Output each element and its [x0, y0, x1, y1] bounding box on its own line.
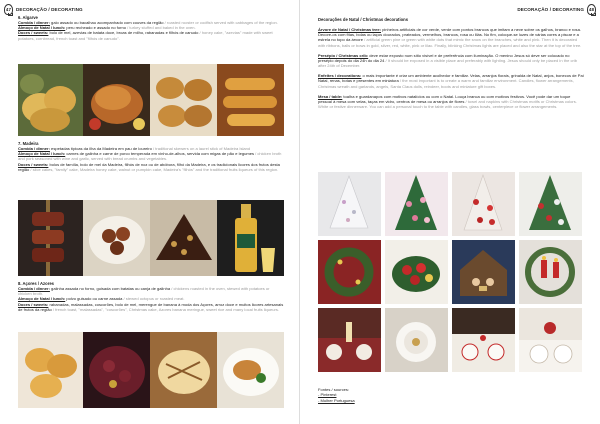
- source-mulher-portuguesa-link[interactable]: - Mulher Portuguesa: [318, 397, 355, 403]
- sources: [318, 387, 355, 403]
- left-page-header: [4, 3, 83, 15]
- lightbulb-icon: [587, 4, 596, 15]
- decor-photo-set-table: [452, 308, 515, 372]
- madeira-section: [18, 141, 284, 172]
- algarve-dinner: Comida / dinner: galo assado ou bacalhau acompanhado com couves da região / roasted rooster or codfish served with cabbages of the region.: [18, 20, 278, 26]
- decor-photo-christmas-table: [519, 308, 582, 372]
- madeira-photos: [18, 200, 284, 276]
- algarve-lunch: Almoço de Natal / lunch: peru recheado e assado no forno / turkey stuffed and baked in the oven.: [18, 25, 196, 31]
- decorations-title: Decorações de Natal / Christmas decorations: [318, 17, 409, 22]
- madeira-photo-bolo-mel: [150, 200, 217, 276]
- acores-sweets: Doces / sweets: rabanadas, malassadas, coscorões, bolo de mel, merengue de banana à moda dos Açores, arroz doce e muitos licores artesanais de frutos da região / french toast, "malassadas", "coscorões", Christmas cake, Azores banana meringue, sweet rice and many local fruits liqueurs.: [18, 301, 284, 312]
- decor-photo-white-tree: [318, 172, 381, 236]
- decor-photo-red-tree: [452, 172, 515, 236]
- decor-photo-nativity: [452, 240, 515, 304]
- algarve-photo-broas: [150, 64, 217, 136]
- table-paragraph: Mesa / table: toalha e guardanapos com motivos natalícios ou com o Natal. Louça branca ou com motivos festivos. Você pode dar um toque pessoal à mesa com velas, taças em vidro, centros de mesa ou arranjos de flores / towel and napkins with Christmas motifs or Christmas colors. White or festive dinnerware. You can add a personal touch to the table with candles, glass bowls, centerpiece or flower arrangements.: [318, 93, 577, 110]
- acores-dinner: Comida / dinner: galinha assada no forno, guisada com batatas ou canja de galinha / chickens roasted in the oven, stewed with potatoes or chicken broth.: [18, 286, 270, 297]
- madeira-dinner: Comida / dinner: espetadas típicas da ilha da Madeira em pau de loureiro / traditional skewers on a laurel stick of Madeira Island: [18, 146, 251, 152]
- acores-photos: [18, 332, 284, 408]
- right-header-title: DECORAÇÃO / DECORATING: [517, 6, 584, 12]
- madeira-photo-poncha: [217, 200, 284, 276]
- decor-photo-candles: [519, 240, 582, 304]
- algarve-sweets: Doces / sweets: bolo de mel, azevias de batata doce, broas de milho, rabanadas e filhós de canudo / honey cake, "azevias" made with sweet potatoes, cornbread, french toast and "filhós de canudo".: [18, 30, 273, 41]
- left-header-title: DECORAÇÃO / DECORATING: [16, 6, 83, 12]
- acores-lunch: Almoço de Natal / lunch: polvo guisado ou carne assada / stewed octopus or roasted meat.: [18, 296, 185, 302]
- decor-photo-flower-arrangement: [385, 240, 448, 304]
- decor-photo-wreath: [318, 240, 381, 304]
- decor-photo-white-table: [385, 308, 448, 372]
- source-pinterest-link[interactable]: - Pinterest: [318, 392, 337, 398]
- algarve-title: 6. Algarve: [18, 15, 38, 20]
- algarve-photo-bread: [18, 64, 83, 136]
- tree-paragraph: Árvore de Natal / Christmas tree: pinheiros artificiais de cor verde, verde com pontos brancos que imitam a neve sobre os galhos, branco e rosa. Decore-os com fitas, bolas ou laços dourados, prateados, vermelhos, brancos, rosa ou lilás. No fim, coloque-se luzes de várias cores a piscar e a estrela no topo da árvore / artificial green pine or green with white dots that mimic the snow on the branches, white and pink. Then it is decorated with ribbons, balls or bows in gold, silver, red, white, pink or lilac. Finally, blinking Christmas lights are placed and also the star at the top of the tree.: [318, 27, 582, 48]
- acores-photo-arroz-doce: [150, 332, 217, 408]
- decor-photo-grid: [318, 172, 582, 372]
- acores-photo-frango: [217, 332, 284, 408]
- decor-photo-pink-tree: [385, 172, 448, 236]
- acores-photo-malassadas: [18, 332, 83, 408]
- algarve-photo-turkey: [83, 64, 150, 136]
- algarve-photo-filhos: [217, 64, 284, 136]
- acores-section: [18, 281, 284, 312]
- ornaments-paragraph: Enfeites / decorations: o mais importante é criar um ambiente acolhedor e familiar. Velas, arranjos florais, grinalda de Natal, anjos, bonecos de Pai Natal, renas, botas e presentes em miniatura / the most important is to create a warm and familiar environment. Candles, flower arrangements, Christmas wreath and garlands, angels, Santa Claus dolls, reindeer, boots and miniature gift boxes.: [318, 73, 584, 89]
- right-page-number: 48: [588, 6, 595, 12]
- sources-title: Fontes / sources:: [318, 387, 350, 392]
- madeira-sweets: Doces / sweets: bolos de família, bolo de mel da Madeira, filhós de noz ou de abóbora, filhó da Madeira, e os tradicionais licores dos frutos desta região / slice cakes, "family" cake, Madeira honey cake, walnut or pumpkin cake, Madeira's "filhós" and the traditional fruits liqueurs of this region.: [18, 161, 280, 172]
- acores-photo-polvo: [83, 332, 150, 408]
- algarve-section: [18, 15, 284, 41]
- crib-paragraph: Presépio / Christmas crib: deve estar exposto num sítio visível e de preferência com iluminação. O menino Jesus só deve ser colocado no presépio depois do dia 24h do dia 24 / It should be exposed in a visible place and preferably with lighting. Jesus should only be placed in the crib after 24th of December.: [318, 52, 577, 69]
- madeira-title: 7. Madeira: [18, 141, 39, 146]
- lightbulb-icon: [4, 4, 13, 15]
- decor-photo-rustic-table: [318, 308, 381, 372]
- madeira-photo-vinha-alhos: [83, 200, 150, 276]
- acores-title: 8. Açores / Azores: [18, 281, 54, 286]
- algarve-photos: [18, 64, 284, 136]
- madeira-photo-espetada: [18, 200, 83, 276]
- right-page-header: [517, 3, 596, 15]
- left-page-number: 47: [5, 6, 12, 12]
- decorations-section: [318, 17, 584, 109]
- decor-photo-green-tree: [519, 172, 582, 236]
- madeira-lunch: Almoço de Natal / lunch: carnes de galinha e carne de porco temperada em vinho-de-alhos, servida com migas de pão e legumes / chicken broth and pork seasoned with wine and garlic, served with bread crumbs and vegetables.: [18, 151, 282, 162]
